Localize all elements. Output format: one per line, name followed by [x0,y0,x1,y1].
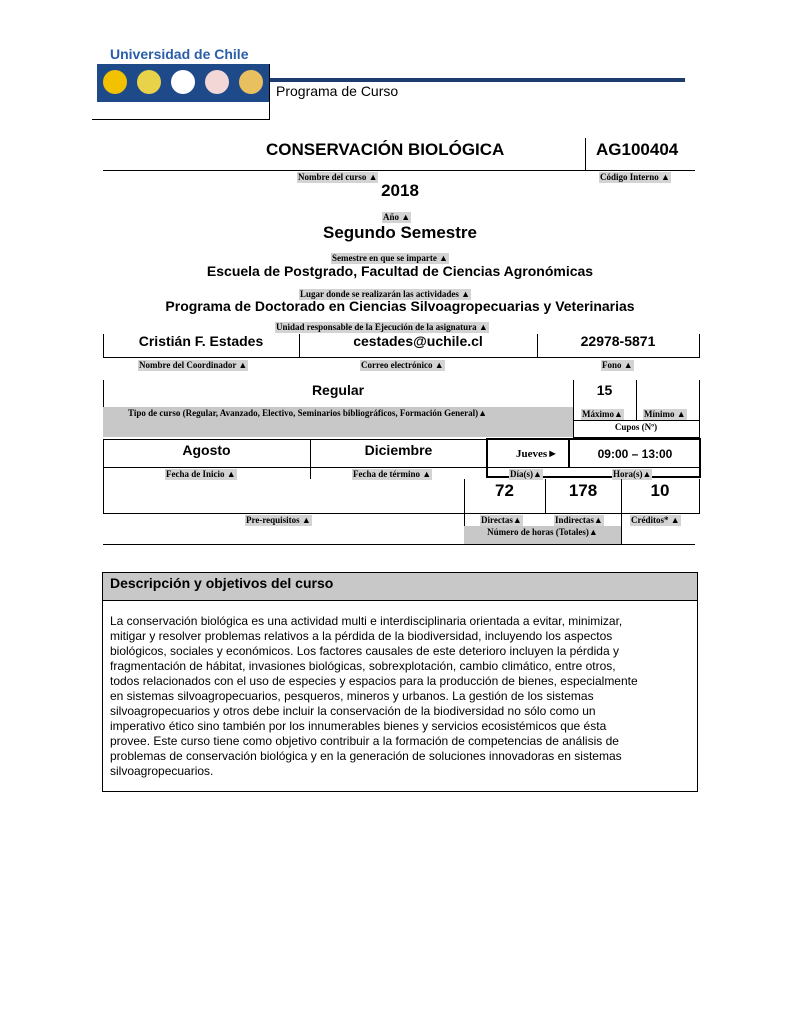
description-line: en sistemas silvoagropecuarios, pesqueros, mineros y urbanos. La gestión de los sistemas [110,689,594,703]
course-name-label: Nombre del curso ▲ [298,172,378,182]
emblem-icon-2 [137,70,161,94]
doc-type: Programa de Curso [276,83,399,99]
hours-indirect: 178 [568,481,598,500]
cupos-max: 15 [596,382,613,398]
emblem-icon-1 [103,70,127,94]
coordinator-phone: 22978-5871 [580,333,656,349]
course-year: 2018 [381,181,419,200]
coordinator-name: Cristián F. Estades [138,333,264,349]
emblem-icon-5 [239,70,263,94]
coordinator-name-label: Nombre del Coordinador ▲ [139,360,248,370]
course-unit-label: Unidad responsable de la Ejecución de la asignatura ▲ [276,322,488,332]
coordinator-email-label: Correo electrónico ▲ [361,360,444,370]
description-line: problemas de conservación biológica y en la generación de soluciones innovadoras en sistemas [110,749,622,763]
description-line: mitigar y resolver problemas relativos a la pérdida de la biodiversidad, incluyendo los aspectos [110,629,613,643]
prereq-label: Pre-requisitos ▲ [246,515,311,525]
cupos-max-label: Máximo▲ [582,409,623,419]
class-day-label: Día(s)▲ [510,469,542,479]
course-semester: Segundo Semestre [323,223,477,242]
hours-indirect-label: Indirectas▲ [555,515,603,525]
total-hours-label: Número de horas (Totales)▲ [487,527,598,537]
coordinator-phone-label: Fono ▲ [602,360,633,370]
course-place-label: Lugar donde se realizarán las actividades ▲ [300,289,471,299]
description-line: imperativo ético sino también por los innumerables bienes y servicios ecosistémicos que ésta [110,719,607,733]
coordinator-email: cestades@uchile.cl [353,333,483,349]
emblem-icon-4 [205,70,229,94]
start-date: Agosto [182,442,231,458]
description-line: todos relacionados con el uso de especies y espacios para la producción de bienes, especialmente [110,674,638,688]
course-semester-label: Semestre en que se imparte ▲ [332,253,448,263]
course-code-label: Código Interno ▲ [600,172,670,182]
hours-direct-label: Directas▲ [481,515,522,525]
class-hours: 09:00 – 13:00 [597,447,673,461]
university-logo-strip [97,64,269,102]
course-type-label: Tipo de curso (Regular, Avanzado, Electivo, Seminarios bibliográficos, Formación General)▲ [128,408,487,418]
description-line: biológicos, sociales y económicos. Los factores causales de este deterioro incluyen la pérdida y [110,644,619,658]
course-name: CONSERVACIÓN BIOLÓGICA [266,140,505,159]
course-type: Regular [311,382,365,398]
end-date-label: Fecha de término ▲ [353,469,432,479]
cupos-label: Cupos (Nº) [614,422,658,432]
university-name: Universidad de Chile [110,46,249,62]
description-line: La conservación biológica es una actividad multi e interdisciplinaria orientada a evitar, minimizar, [110,614,623,628]
course-place: Escuela de Postgrado, Facultad de Ciencias Agronómicas [206,263,594,279]
course-code: AG100404 [596,140,679,159]
description-line: silvoagropecuarios. [110,764,214,778]
hours-direct: 72 [495,481,514,500]
description-line: silvoagropecuarios y otros debe incluir la conservación de la biodiversidad no sólo como un [110,704,596,718]
start-date-label: Fecha de Inicio ▲ [166,469,236,479]
description-title: Descripción y objetivos del curso [110,575,334,591]
course-year-label: Año ▲ [383,212,411,222]
end-date: Diciembre [364,442,433,458]
description-body [110,614,694,779]
credits: 10 [650,481,670,500]
emblem-icon-3 [171,70,195,94]
credits-label: Créditos* ▲ [631,515,680,525]
description-line: fragmentación de hábitat, invasiones biológicas, sobrexplotación, cambio climático, entre otros, [110,659,616,673]
course-unit: Programa de Doctorado en Ciencias Silvoagropecuarias y Veterinarias [165,298,635,314]
header-rule [270,78,685,82]
class-day: Jueves► [516,448,559,460]
cupos-min-label: Mínimo ▲ [644,409,686,419]
class-hours-label: Hora(s)▲ [613,469,652,479]
description-line: provee. Este curso tiene como objetivo contribuir a la formación de competencias de análisis de [110,734,619,748]
